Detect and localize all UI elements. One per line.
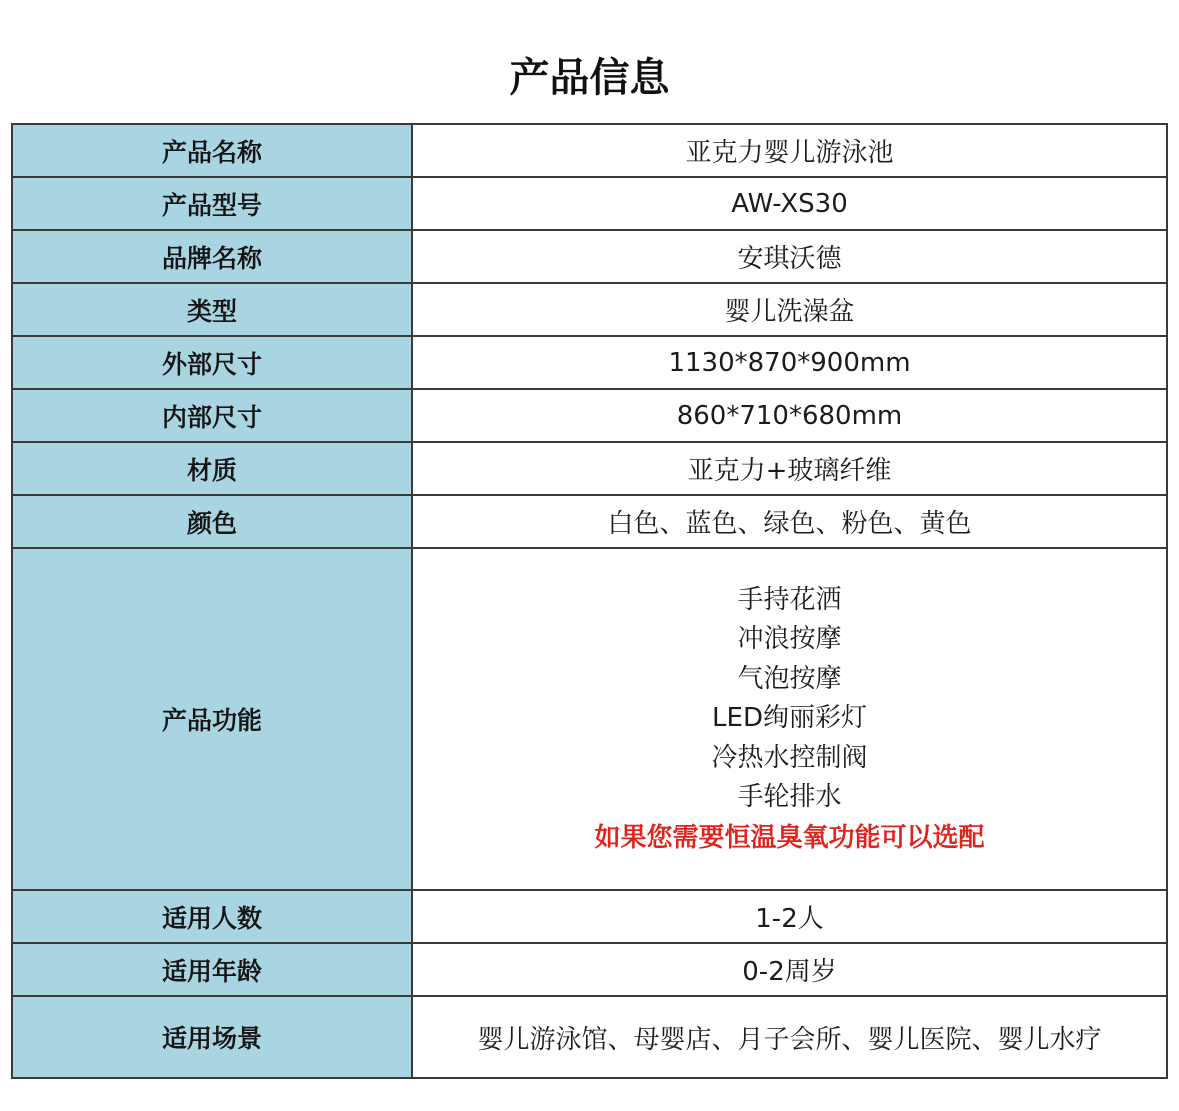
optional-feature-note: 如果您需要恒温臭氧功能可以选配 bbox=[594, 822, 985, 853]
row-value: 白色、蓝色、绿色、粉色、黄色 bbox=[412, 495, 1167, 548]
row-label: 外部尺寸 bbox=[12, 336, 412, 389]
row-value: 亚克力+玻璃纤维 bbox=[412, 442, 1167, 495]
row-value: AW-XS30 bbox=[412, 177, 1167, 230]
row-label: 适用年龄 bbox=[12, 943, 412, 996]
row-value: 安琪沃德 bbox=[412, 230, 1167, 283]
function-item: 冷热水控制阀 bbox=[711, 742, 868, 773]
table-row-outer-size bbox=[12, 336, 1167, 389]
row-label: 产品型号 bbox=[12, 177, 412, 230]
row-label: 品牌名称 bbox=[12, 230, 412, 283]
product-info-table bbox=[11, 123, 1168, 1079]
table-row-inner-size bbox=[12, 389, 1167, 442]
row-value: 860*710*680mm bbox=[412, 389, 1167, 442]
row-label: 适用人数 bbox=[12, 890, 412, 943]
function-item: 冲浪按摩 bbox=[737, 624, 842, 654]
table-row-scenarios bbox=[12, 996, 1167, 1078]
row-label: 产品功能 bbox=[12, 548, 412, 890]
table-row-model bbox=[12, 177, 1167, 230]
row-value: 亚克力婴儿游泳池 bbox=[412, 124, 1167, 177]
row-value: 1-2人 bbox=[412, 890, 1167, 943]
row-value: 1130*870*900mm bbox=[412, 336, 1167, 389]
functions-list bbox=[412, 548, 1167, 890]
table-row-functions bbox=[12, 548, 1167, 890]
function-item: LED绚丽彩灯 bbox=[712, 703, 867, 733]
table-row-product-name bbox=[12, 124, 1167, 177]
function-item: 气泡按摩 bbox=[737, 663, 842, 694]
table-row-age bbox=[12, 943, 1167, 996]
table-row-type bbox=[12, 283, 1167, 336]
table-row-colors bbox=[12, 495, 1167, 548]
row-label: 产品名称 bbox=[12, 124, 412, 177]
page-title: 产品信息 bbox=[509, 55, 670, 101]
row-label: 内部尺寸 bbox=[12, 389, 412, 442]
row-label: 颜色 bbox=[12, 495, 412, 548]
row-label: 适用场景 bbox=[12, 996, 412, 1078]
row-value: 0-2周岁 bbox=[412, 943, 1167, 996]
function-item: 手轮排水 bbox=[737, 782, 842, 812]
row-label: 类型 bbox=[12, 283, 412, 336]
table-row-brand bbox=[12, 230, 1167, 283]
row-value: 婴儿游泳馆、母婴店、月子会所、婴儿医院、婴儿水疗 bbox=[412, 996, 1167, 1078]
row-value: 婴儿洗澡盆 bbox=[412, 283, 1167, 336]
table-row-users bbox=[12, 890, 1167, 943]
table-row-material bbox=[12, 442, 1167, 495]
function-item: 手持花洒 bbox=[737, 584, 842, 615]
row-label: 材质 bbox=[12, 442, 412, 495]
